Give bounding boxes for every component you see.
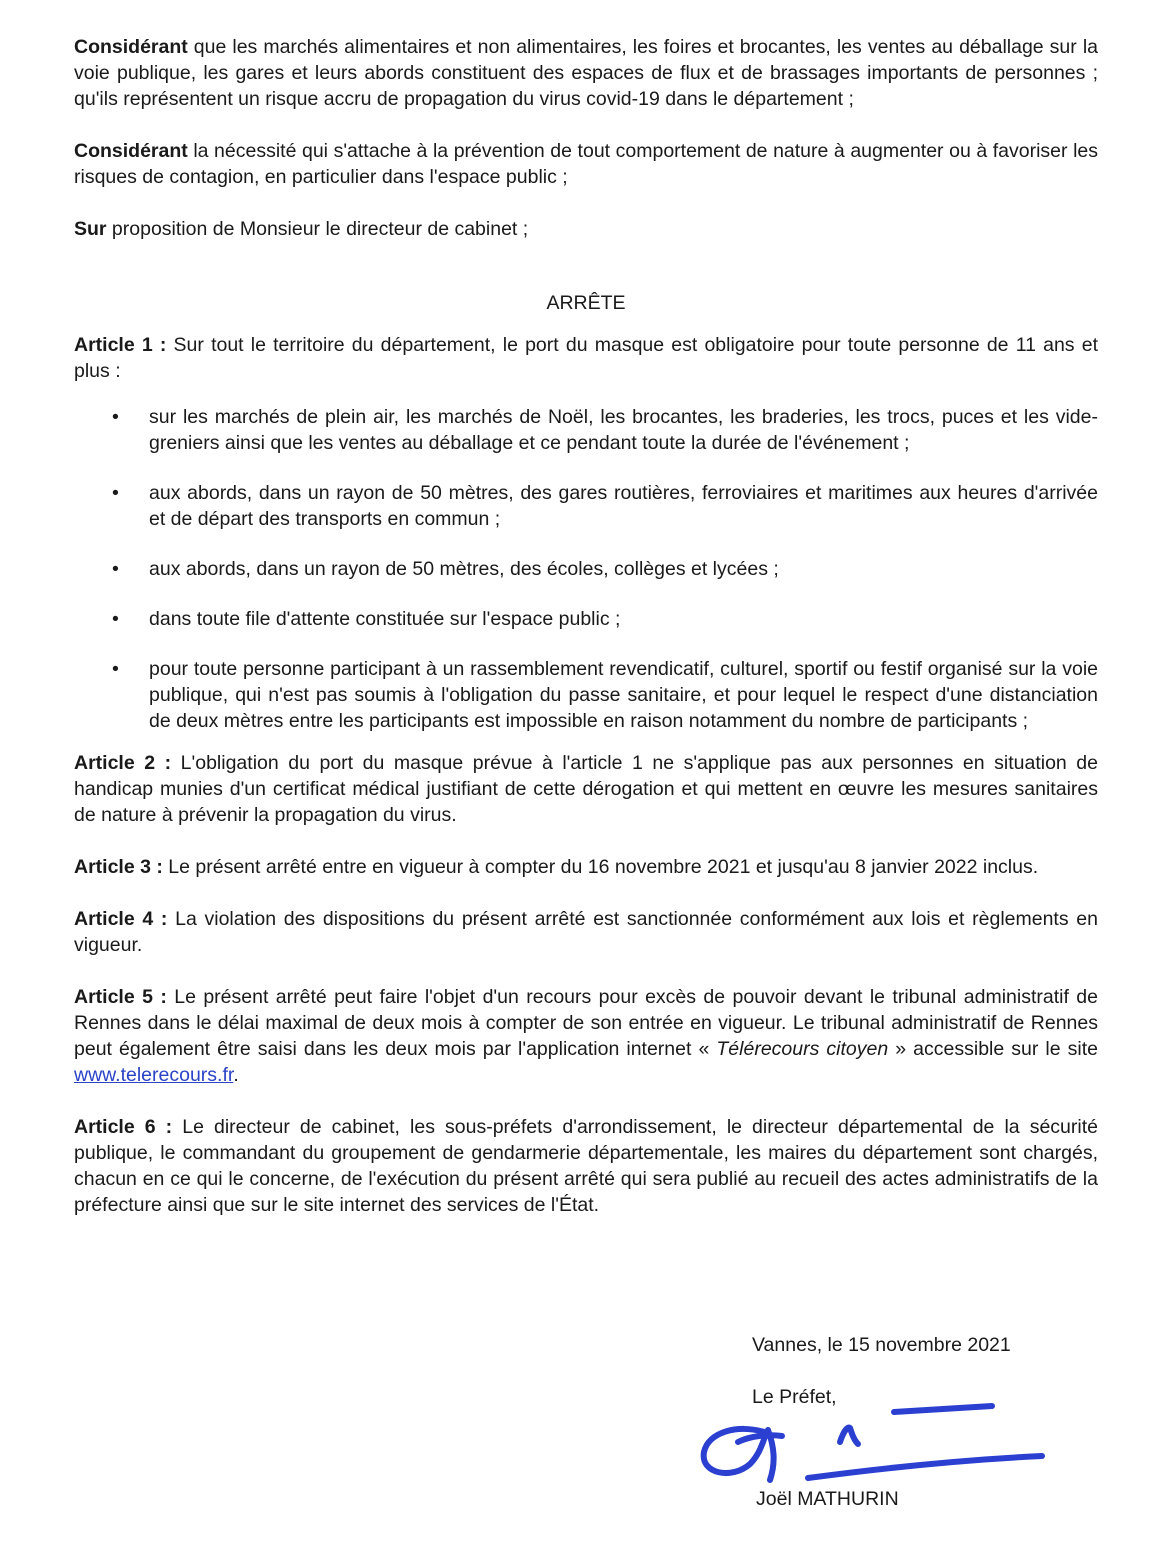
bullet-dot: • — [112, 658, 119, 680]
article-1 — [74, 332, 1098, 384]
article-6 — [74, 1114, 1098, 1218]
arrete-title: ARRÊTE — [546, 292, 626, 314]
article-text: Le directeur de cabinet, les sous-préfets d'arrondissement, le directeur départemental de la sécurité publique, le commandant du groupement de gendarmerie départementale, les maires du département sont chargés, chacun en ce qui le concerne, de l'exécution du présent arrêté qui sera publié au recueil des actes administratifs de la préfecture ainsi que sur le site internet des services de l'État. — [74, 1116, 1098, 1216]
considerant-paragraph-1 — [74, 34, 1098, 112]
article-5 — [74, 984, 1098, 1088]
proposition-text: proposition de Monsieur le directeur de cabinet ; — [106, 218, 529, 240]
considerant-paragraph-2 — [74, 138, 1098, 190]
article-text: Le présent arrêté entre en vigueur à compter du 16 novembre 2021 et jusqu'au 8 janvier 2022 inclus. — [162, 856, 1039, 878]
proposition-paragraph — [74, 216, 1098, 242]
bullet-dot: • — [112, 608, 119, 630]
considerant-text: que les marchés alimentaires et non alimentaires, les foires et brocantes, les ventes au déballage sur la voie publique, les gares et leurs abords constituent des espaces de flux et de brassages importants de personnes ; qu'ils représentent un risque accru de propagation du virus covid-19 dans le département ; — [74, 36, 1098, 110]
signature-stroke — [738, 1435, 782, 1442]
telerecours-name: Télérecours citoyen — [716, 1038, 889, 1060]
considerant-lead: Considérant — [74, 36, 188, 58]
signature-stroke — [808, 1456, 1042, 1478]
article-lead: Article 6 : — [74, 1116, 173, 1138]
place-date: Vannes, le 15 novembre 2021 — [752, 1334, 1011, 1356]
list-item — [74, 480, 1098, 532]
article-4 — [74, 906, 1098, 958]
list-item — [74, 656, 1098, 734]
article-lead: Article 4 : — [74, 908, 168, 930]
article-text: La violation des dispositions du présent arrêté est sanctionnée conformément aux lois et règlements en vigueur. — [74, 908, 1098, 956]
considerant-text: la nécessité qui s'attache à la prévention de tout comportement de nature à augmenter ou à favoriser les risques de contagion, en particulier dans l'espace public ; — [74, 140, 1098, 188]
list-item-text: aux abords, dans un rayon de 50 mètres, des écoles, collèges et lycées ; — [149, 558, 779, 580]
document-body — [74, 34, 1098, 1218]
article-text: Le présent arrêté peut faire l'objet d'un recours pour excès de pouvoir devant le tribunal administratif de Rennes dans le délai maximal de deux mois à compter de son entrée en vigueur. Le tribunal administratif de Rennes peut également être saisi dans les deux mois par l'application internet « — [74, 986, 1098, 1060]
signature-stroke — [894, 1406, 992, 1412]
signature-stroke — [840, 1428, 858, 1444]
article-lead: Article 1 : — [74, 334, 167, 356]
proposition-lead: Sur — [74, 218, 107, 240]
list-item — [74, 556, 1098, 582]
signatory-role: Le Préfet, — [752, 1386, 837, 1408]
list-item — [74, 404, 1098, 456]
considerant-lead: Considérant — [74, 140, 188, 162]
list-item — [74, 606, 1098, 632]
telerecours-link[interactable]: www.telerecours.fr — [74, 1064, 234, 1086]
article-1-bullets — [74, 404, 1098, 734]
list-item-text: pour toute personne participant à un rassemblement revendicatif, culturel, sportif ou festif organisé sur la voie publique, qui n'est pas soumis à l'obligation du passe sanitaire, et pour lequel le respect d'une distanciation de deux mètres entre les participants est impossible en raison notamment du nombre de participants ; — [149, 658, 1098, 732]
signatory-name: Joël MATHURIN — [756, 1488, 899, 1510]
article-text: Sur tout le territoire du département, le port du masque est obligatoire pour toute personne de 11 ans et plus : — [74, 334, 1098, 382]
article-3 — [74, 854, 1098, 880]
bullet-dot: • — [112, 406, 119, 428]
list-item-text: sur les marchés de plein air, les marchés de Noël, les brocantes, les braderies, les trocs, puces et les vide-greniers ainsi que les ventes au déballage et ce pendant toute la durée de l'événement ; — [149, 406, 1098, 454]
list-item-text: aux abords, dans un rayon de 50 mètres, des gares routières, ferroviaires et maritimes aux heures d'arrivée et de départ des transports en commun ; — [149, 482, 1098, 530]
article-lead: Article 5 : — [74, 986, 167, 1008]
article-text-continued: » accessible sur le site — [888, 1038, 1099, 1060]
article-text-end: . — [233, 1064, 239, 1086]
article-2 — [74, 750, 1098, 828]
bullet-dot: • — [112, 482, 119, 504]
article-lead: Article 2 : — [74, 752, 172, 774]
bullet-dot: • — [112, 558, 119, 580]
article-lead: Article 3 : — [74, 856, 163, 878]
article-text: L'obligation du port du masque prévue à l'article 1 ne s'applique pas aux personnes en situation de handicap munies d'un certificat médical justifiant de cette dérogation et qui mettent en œuvre les mesures sanitaires de nature à prévenir la propagation du virus. — [74, 752, 1098, 826]
list-item-text: dans toute file d'attente constituée sur l'espace public ; — [149, 608, 621, 630]
